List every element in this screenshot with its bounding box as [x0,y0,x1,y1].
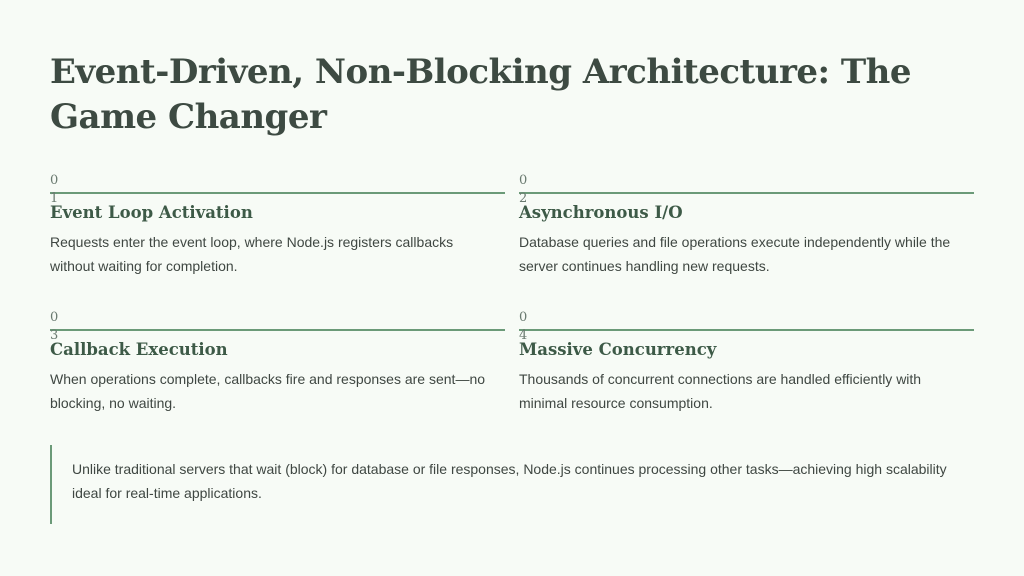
step-divider [519,192,974,194]
step-number: 03 [50,310,59,343]
step-title: Callback Execution [50,340,228,359]
step-divider [519,329,974,331]
step-number: 01 [50,173,59,206]
callout-box [50,445,972,524]
step-divider [50,329,505,331]
step-title: Massive Concurrency [519,340,717,359]
page-title: Event-Driven, Non-Blocking Architecture: The Game Changer [50,52,912,137]
step-description: Requests enter the event loop, where Node.js registers callbacks without waiting for completion. [50,234,454,274]
step-description: When operations complete, callbacks fire and responses are sent—no blocking, no waiting. [50,371,486,411]
step-divider [50,192,505,194]
step-number: 04 [519,310,528,343]
callout-text: Unlike traditional servers that wait (block) for database or file responses, Node.js continues processing other tasks—achieving high scalability ideal for real-time applications. [72,461,947,501]
step-number: 02 [519,173,528,206]
step-description: Thousands of concurrent connections are handled efficiently with minimal resource consumption. [519,371,922,411]
step-description: Database queries and file operations execute independently while the server continues handling new requests. [519,234,951,274]
step-title: Asynchronous I/O [519,203,683,222]
step-title: Event Loop Activation [50,203,253,222]
